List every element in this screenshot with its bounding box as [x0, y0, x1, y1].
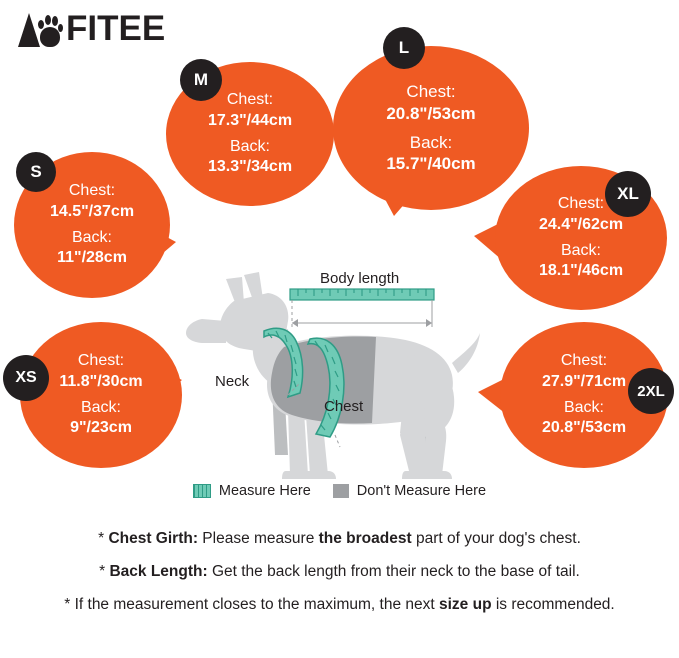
note2-bold1: Back Length: — [109, 563, 208, 580]
body-length-label: Body length — [320, 270, 400, 287]
note2-tail: Get the back length from their neck to the base of tail. — [207, 563, 580, 580]
size-badge-2xl — [628, 368, 674, 414]
back-value-s: 11"/28cm — [57, 249, 127, 267]
size-badge-s-label: S — [30, 162, 42, 181]
back-value-xl: 18.1"/46cm — [538, 262, 624, 280]
chest-value-2xl: 27.9"/71cm — [541, 372, 627, 390]
chest-label-m: Chest: — [226, 91, 274, 109]
back-value-xs: 9"/23cm — [70, 419, 132, 437]
note-back-length — [0, 561, 679, 583]
back-value-2xl: 20.8"/53cm — [541, 419, 627, 437]
dont-measure-here-swatch-icon — [333, 484, 349, 498]
note1-mid: Please measure — [198, 530, 319, 547]
chest-label-2xl: Chest: — [560, 352, 608, 370]
size-badge-xs — [3, 355, 49, 401]
brand-name: FITEE — [66, 8, 166, 48]
note3-tail: is recommended. — [491, 596, 615, 613]
neck-label: Neck — [215, 373, 250, 390]
size-badge-2xl-label: 2XL — [637, 382, 665, 400]
brand-logo — [18, 8, 165, 48]
back-value-m: 13.3"/34cm — [207, 158, 293, 176]
chest-label-s: Chest: — [68, 182, 116, 200]
legend — [0, 483, 679, 499]
note3-prefix: * If the measurement closes to the maximum, the next — [64, 596, 439, 613]
back-value-l: 15.7"/40cm — [386, 154, 476, 174]
measure-here-swatch-icon — [193, 484, 211, 498]
size-badge-m-label: M — [193, 70, 209, 89]
back-label-m: Back: — [229, 138, 270, 155]
chest-value-s: 14.5"/37cm — [49, 202, 135, 220]
chest-label-xl: Chest: — [557, 195, 605, 213]
size-badge-xl-label: XL — [617, 184, 639, 203]
chest-label: Chest — [324, 398, 364, 415]
chest-label-l: Chest: — [406, 82, 456, 101]
back-label-xs: Back: — [80, 399, 121, 416]
notes — [0, 528, 679, 627]
size-bubble-xs — [20, 322, 182, 468]
back-label-s: Back: — [71, 229, 112, 246]
back-label-xl: Back: — [560, 242, 601, 259]
size-badge-s — [16, 152, 56, 192]
note1-prefix: * — [98, 530, 109, 547]
measure-here-label: Measure Here — [218, 483, 311, 499]
chest-label-xs: Chest: — [77, 352, 125, 370]
size-badge-xl — [605, 171, 651, 217]
note3-bold1: size up — [439, 596, 492, 613]
size-badge-l-label: L — [398, 38, 410, 57]
back-label-l: Back: — [409, 132, 453, 152]
dont-measure-here-label: Don't Measure Here — [356, 483, 487, 499]
note1-tail: part of your dog's chest. — [411, 530, 581, 547]
chest-value-xs: 11.8"/30cm — [59, 372, 143, 390]
chest-value-l: 20.8"/53cm — [386, 103, 476, 123]
note2-prefix: * — [99, 563, 110, 580]
size-bubble-l — [333, 46, 529, 210]
note1-bold2: the broadest — [318, 530, 412, 547]
size-badge-m — [180, 59, 222, 101]
size-badge-xs-label: XS — [15, 369, 37, 386]
chest-value-xl: 24.4"/62cm — [538, 215, 624, 233]
size-badge-l — [383, 27, 425, 69]
chest-value-m: 17.3"/44cm — [207, 111, 293, 129]
back-label-2xl: Back: — [563, 399, 604, 416]
paw-a-logo-icon — [18, 9, 64, 47]
note1-bold1: Chest Girth: — [108, 530, 198, 547]
note-size-up — [0, 594, 679, 616]
note-chest-girth — [0, 528, 679, 550]
